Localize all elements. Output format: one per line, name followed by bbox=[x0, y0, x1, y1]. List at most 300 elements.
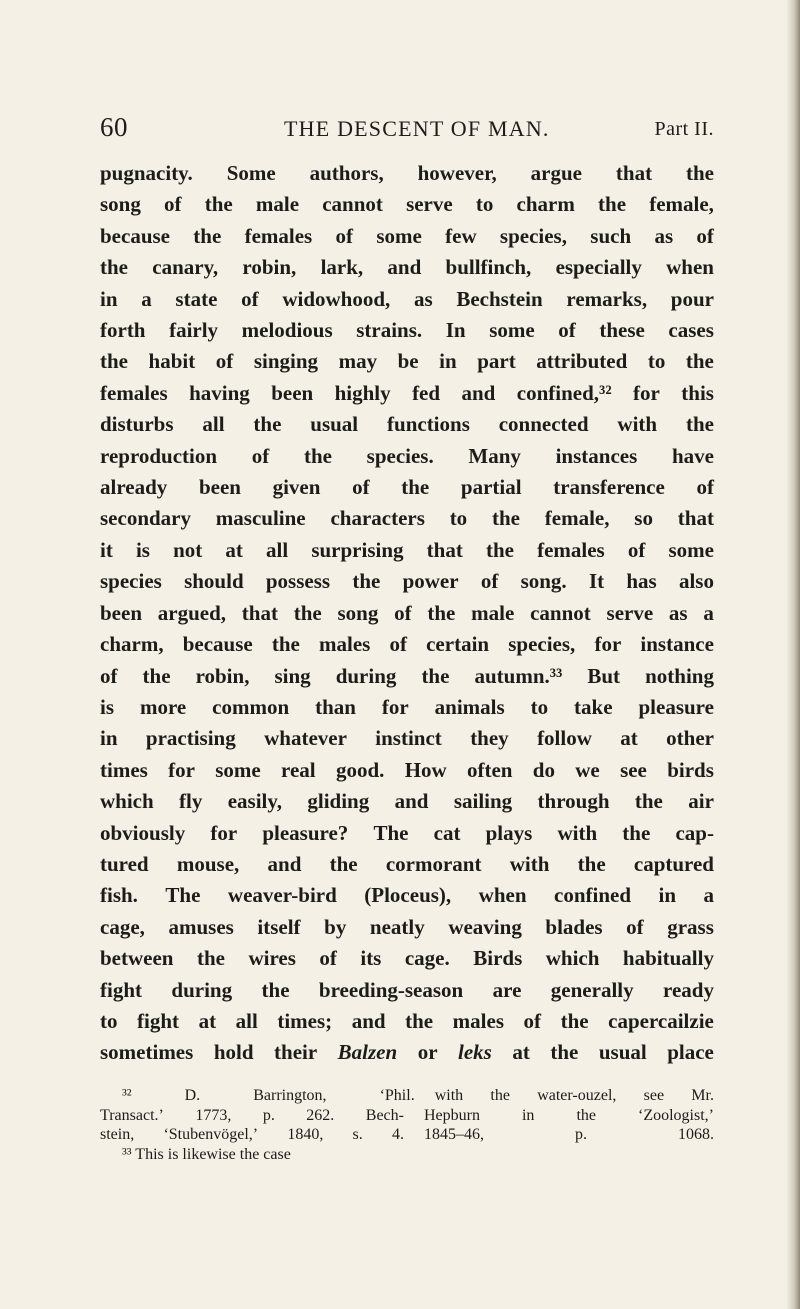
body-line bbox=[100, 378, 714, 409]
body-line bbox=[100, 535, 714, 566]
word: however, bbox=[417, 161, 497, 185]
body-line bbox=[100, 566, 714, 597]
word: s. bbox=[352, 1126, 363, 1143]
word: the bbox=[261, 977, 290, 1002]
word: so bbox=[634, 506, 653, 531]
word: is bbox=[100, 694, 115, 719]
word: authors, bbox=[309, 161, 384, 185]
word: ³² bbox=[122, 1087, 132, 1104]
word: to bbox=[530, 694, 549, 719]
word: Bechstein bbox=[456, 286, 543, 311]
word: connected bbox=[498, 412, 589, 437]
word: widowhood, bbox=[282, 286, 391, 311]
word: because bbox=[182, 632, 253, 657]
body-text bbox=[100, 158, 714, 1069]
word: fish. bbox=[100, 883, 138, 908]
footnote-32-row-2 bbox=[100, 1106, 714, 1126]
word: animals bbox=[434, 694, 505, 719]
word: in bbox=[658, 883, 677, 908]
word: melodious bbox=[241, 318, 333, 343]
word: in bbox=[439, 349, 457, 374]
word: practising bbox=[145, 726, 236, 751]
body-line bbox=[100, 158, 714, 189]
word: serve bbox=[606, 600, 654, 625]
word: plays bbox=[485, 820, 533, 845]
word: the bbox=[622, 820, 651, 845]
word: especially bbox=[555, 255, 642, 280]
word: weaver-bird bbox=[227, 883, 337, 908]
word: hold bbox=[213, 1040, 254, 1065]
word: all bbox=[266, 537, 289, 562]
word: singing bbox=[253, 349, 319, 374]
word: do bbox=[532, 757, 555, 782]
word: have bbox=[671, 443, 714, 468]
word: female, bbox=[649, 192, 714, 217]
word: 4. bbox=[391, 1126, 404, 1143]
word: Hepburn bbox=[424, 1106, 480, 1124]
word: the bbox=[303, 443, 332, 468]
word: in bbox=[100, 286, 118, 311]
word: than bbox=[315, 694, 356, 719]
word: fight bbox=[100, 977, 142, 1002]
word: ready bbox=[663, 977, 714, 1002]
word: species, bbox=[499, 223, 567, 248]
word: some bbox=[489, 318, 535, 343]
word: should bbox=[184, 569, 244, 594]
word: with bbox=[617, 412, 658, 437]
word: between bbox=[100, 946, 174, 971]
body-line bbox=[100, 503, 714, 534]
body-line bbox=[100, 912, 714, 943]
word: more bbox=[139, 694, 187, 719]
word: because bbox=[100, 223, 170, 248]
word: all bbox=[202, 412, 225, 437]
word: a bbox=[703, 883, 714, 908]
word: species. bbox=[366, 443, 434, 468]
body-line bbox=[100, 849, 714, 880]
word: the bbox=[685, 161, 714, 185]
word: masculine bbox=[215, 506, 306, 531]
word: sing bbox=[274, 663, 311, 688]
word: of bbox=[215, 349, 234, 374]
body-line bbox=[100, 943, 714, 974]
word: that bbox=[677, 506, 714, 531]
body-line bbox=[100, 409, 714, 440]
word: instances bbox=[555, 443, 638, 468]
word: of bbox=[251, 443, 270, 468]
word: song bbox=[100, 192, 141, 217]
word: of bbox=[335, 223, 354, 248]
word: the bbox=[196, 946, 225, 971]
word: pugnacity. bbox=[100, 161, 193, 185]
word: not bbox=[173, 537, 203, 562]
word: robin, bbox=[242, 255, 297, 280]
word: Balzen bbox=[337, 1040, 398, 1065]
word: of bbox=[480, 569, 499, 594]
word: cormorant bbox=[385, 851, 482, 876]
word: and bbox=[461, 380, 496, 405]
word: that bbox=[615, 161, 653, 185]
word: captured bbox=[633, 851, 714, 876]
word: or bbox=[417, 1040, 438, 1065]
word: given bbox=[272, 475, 321, 500]
word: the bbox=[329, 851, 358, 876]
running-title: THE DESCENT OF MAN. bbox=[284, 116, 550, 141]
body-line bbox=[100, 723, 714, 754]
word: of bbox=[558, 318, 576, 343]
word: habit bbox=[148, 349, 196, 374]
word: that bbox=[241, 600, 278, 625]
word: But bbox=[587, 663, 621, 688]
word: It bbox=[588, 569, 605, 594]
word: to bbox=[449, 506, 468, 531]
word: the bbox=[401, 475, 430, 500]
word: through bbox=[537, 789, 610, 814]
word: having bbox=[189, 380, 250, 405]
word: disturbs bbox=[100, 412, 174, 437]
word: male bbox=[255, 192, 300, 217]
word: species bbox=[100, 569, 162, 594]
word: of bbox=[394, 600, 412, 625]
word: 1840, bbox=[287, 1126, 324, 1143]
word: song bbox=[337, 600, 379, 625]
body-line bbox=[100, 692, 714, 723]
word: partial bbox=[460, 475, 522, 500]
word: p. bbox=[575, 1126, 587, 1143]
word: weaving bbox=[448, 914, 522, 939]
word: Bech- bbox=[365, 1106, 404, 1124]
word: neatly bbox=[369, 914, 425, 939]
word: cage, bbox=[100, 914, 145, 939]
word: fed bbox=[412, 380, 441, 405]
word: and bbox=[387, 255, 422, 280]
body-line bbox=[100, 441, 714, 472]
word: bullfinch, bbox=[445, 255, 532, 280]
word: good. bbox=[335, 757, 385, 782]
word: of bbox=[523, 1008, 542, 1033]
word: pleasure bbox=[638, 694, 714, 719]
word: take bbox=[574, 694, 613, 719]
word: the bbox=[271, 632, 300, 657]
word: female, bbox=[544, 506, 610, 531]
word: males bbox=[319, 632, 371, 657]
word: other bbox=[666, 726, 714, 751]
word: breeding-season bbox=[318, 977, 464, 1002]
word: the bbox=[685, 349, 714, 374]
word: we bbox=[575, 757, 600, 782]
word: some bbox=[215, 757, 261, 782]
word: functions bbox=[387, 412, 470, 437]
word: cap- bbox=[675, 820, 714, 845]
body-line bbox=[100, 252, 714, 283]
body-line bbox=[100, 1006, 714, 1037]
word: already bbox=[100, 475, 168, 500]
word: argued, bbox=[157, 600, 227, 625]
word: during bbox=[335, 663, 397, 688]
word: the bbox=[598, 192, 627, 217]
word: females bbox=[244, 223, 313, 248]
word: of bbox=[696, 475, 714, 500]
word: the bbox=[634, 789, 663, 814]
running-header bbox=[100, 112, 714, 152]
word: the bbox=[405, 1008, 434, 1033]
word: cat bbox=[433, 820, 461, 845]
word: ‘Zoologist,’ bbox=[637, 1106, 714, 1124]
word: the bbox=[685, 412, 714, 437]
word: confined,³² bbox=[516, 380, 612, 405]
word: species, bbox=[508, 632, 576, 657]
word: fairly bbox=[169, 318, 219, 343]
word: autumn.³³ bbox=[474, 663, 563, 688]
word: the bbox=[560, 1008, 589, 1033]
word: to bbox=[100, 1008, 118, 1033]
body-line bbox=[100, 975, 714, 1006]
word: females bbox=[100, 380, 168, 405]
word: by bbox=[324, 914, 347, 939]
word: confined bbox=[554, 883, 632, 908]
word: whatever bbox=[264, 726, 347, 751]
word: state bbox=[175, 286, 218, 311]
footnote-32-left-line bbox=[100, 1125, 404, 1145]
word: In bbox=[445, 318, 466, 343]
word: these bbox=[599, 318, 645, 343]
word: Transact.’ bbox=[100, 1106, 164, 1124]
word: characters bbox=[330, 506, 425, 531]
footnote-32-left-line bbox=[100, 1106, 404, 1126]
word: in bbox=[100, 726, 118, 751]
word: some bbox=[668, 537, 714, 562]
word: it bbox=[100, 537, 113, 562]
word: grass bbox=[667, 914, 714, 939]
word: canary, bbox=[152, 255, 219, 280]
word: at bbox=[198, 1008, 217, 1033]
word: serve bbox=[406, 192, 453, 217]
word: of bbox=[164, 192, 182, 217]
word: instance bbox=[640, 632, 714, 657]
word: the bbox=[576, 1106, 596, 1124]
word: p. bbox=[262, 1106, 275, 1124]
word: times; bbox=[277, 1008, 333, 1033]
word: a bbox=[703, 600, 714, 625]
word: females bbox=[537, 537, 605, 562]
footnote-32-right-line bbox=[424, 1106, 714, 1126]
footnotes bbox=[100, 1086, 714, 1164]
word: such bbox=[590, 223, 632, 248]
word: usual bbox=[310, 412, 359, 437]
word: wires bbox=[248, 946, 296, 971]
word: its bbox=[360, 946, 382, 971]
word: Mr. bbox=[691, 1087, 714, 1104]
body-line bbox=[100, 472, 714, 503]
word: the bbox=[490, 1087, 510, 1104]
word: when bbox=[666, 255, 714, 280]
body-line bbox=[100, 1037, 714, 1068]
word: been bbox=[271, 380, 314, 405]
word: the bbox=[352, 569, 381, 594]
word: charm, bbox=[100, 632, 164, 657]
word: secondary bbox=[100, 506, 191, 531]
word: this bbox=[681, 380, 714, 405]
word: blades bbox=[545, 914, 603, 939]
word: the bbox=[293, 600, 322, 625]
word: see bbox=[620, 757, 647, 782]
word: of bbox=[241, 286, 259, 311]
word: instinct bbox=[375, 726, 442, 751]
word: in bbox=[521, 1106, 535, 1124]
word: real bbox=[281, 757, 316, 782]
footnote-32-left-line bbox=[100, 1086, 415, 1106]
word: at bbox=[620, 726, 638, 751]
word: of bbox=[352, 475, 370, 500]
word: to bbox=[647, 349, 666, 374]
word: Birds bbox=[473, 946, 523, 971]
body-line bbox=[100, 818, 714, 849]
word: the bbox=[142, 663, 171, 688]
word: The bbox=[165, 883, 201, 908]
word: fly bbox=[179, 789, 203, 814]
word: argue bbox=[530, 161, 582, 185]
word: sometimes bbox=[100, 1040, 194, 1065]
word: 262. bbox=[306, 1106, 335, 1124]
word: part bbox=[477, 349, 516, 374]
word: the bbox=[485, 537, 514, 562]
word: has bbox=[626, 569, 657, 594]
word: which bbox=[100, 789, 154, 814]
body-line bbox=[100, 221, 714, 252]
word: of bbox=[626, 914, 644, 939]
word: the bbox=[577, 851, 606, 876]
word: also bbox=[678, 569, 714, 594]
word: reproduction bbox=[100, 443, 218, 468]
word: when bbox=[478, 883, 527, 908]
word: and bbox=[351, 1008, 386, 1033]
word: the bbox=[550, 1040, 579, 1065]
word: their bbox=[274, 1040, 318, 1065]
word: possess bbox=[265, 569, 331, 594]
word: few bbox=[445, 223, 477, 248]
word: air bbox=[688, 789, 714, 814]
word: attributed bbox=[536, 349, 628, 374]
word: the bbox=[193, 223, 222, 248]
word: all bbox=[235, 1008, 258, 1033]
word: amuses bbox=[168, 914, 234, 939]
word: with bbox=[434, 1087, 464, 1104]
word: for bbox=[381, 694, 409, 719]
word: as bbox=[413, 286, 433, 311]
word: times bbox=[100, 757, 148, 782]
word: leks bbox=[458, 1040, 492, 1065]
word: (Ploceus), bbox=[364, 883, 452, 908]
footnote-32-right-line bbox=[435, 1086, 714, 1106]
body-line bbox=[100, 284, 714, 315]
word: sailing bbox=[453, 789, 513, 814]
word: for bbox=[594, 632, 622, 657]
word: generally bbox=[550, 977, 634, 1002]
body-line bbox=[100, 629, 714, 660]
part-label: Part II. bbox=[654, 118, 714, 140]
footnote-33: ³³ This is likewise the case bbox=[122, 1145, 291, 1163]
word: male bbox=[471, 600, 515, 625]
body-line bbox=[100, 598, 714, 629]
word: 1773, bbox=[195, 1106, 232, 1124]
word: for bbox=[168, 757, 195, 782]
footnote-32-right-line bbox=[424, 1125, 714, 1145]
word: fight bbox=[137, 1008, 180, 1033]
word: may bbox=[338, 349, 378, 374]
word: stein, bbox=[100, 1126, 135, 1143]
word: at bbox=[512, 1040, 530, 1065]
word: surprising bbox=[311, 537, 404, 562]
word: and bbox=[394, 789, 429, 814]
word: been bbox=[100, 600, 142, 625]
word: certain bbox=[426, 632, 490, 657]
word: capercailzie bbox=[608, 1008, 714, 1033]
word: Many bbox=[468, 443, 521, 468]
word: power bbox=[402, 569, 459, 594]
word: are bbox=[492, 977, 522, 1002]
word: during bbox=[171, 977, 233, 1002]
page-edge-shadow bbox=[786, 0, 800, 1309]
word: pour bbox=[670, 286, 714, 311]
body-line bbox=[100, 661, 714, 692]
body-line bbox=[100, 880, 714, 911]
word: nothing bbox=[645, 663, 714, 688]
word: common bbox=[212, 694, 290, 719]
word: be bbox=[397, 349, 419, 374]
body-line bbox=[100, 786, 714, 817]
word: of bbox=[389, 632, 407, 657]
word: forth bbox=[100, 318, 146, 343]
word: at bbox=[225, 537, 243, 562]
word: How bbox=[404, 757, 447, 782]
footnote-32-row-3 bbox=[100, 1125, 714, 1145]
word: mouse, bbox=[176, 851, 240, 876]
word: of bbox=[319, 946, 337, 971]
word: Some bbox=[226, 161, 276, 185]
word: usual bbox=[598, 1040, 647, 1065]
body-line bbox=[100, 755, 714, 786]
word: often bbox=[466, 757, 513, 782]
word: birds bbox=[667, 757, 714, 782]
word: for bbox=[633, 380, 660, 405]
word: which bbox=[545, 946, 600, 971]
word: the bbox=[100, 349, 128, 374]
word: ‘Stubenvögel,’ bbox=[163, 1126, 259, 1143]
word: the bbox=[421, 663, 450, 688]
word: remarks, bbox=[566, 286, 648, 311]
word: the bbox=[427, 600, 456, 625]
word: ‘Phil. bbox=[379, 1087, 415, 1104]
word: easily, bbox=[227, 789, 282, 814]
word: some bbox=[376, 223, 422, 248]
word: cases bbox=[668, 318, 714, 343]
word: a bbox=[141, 286, 152, 311]
word: with bbox=[509, 851, 550, 876]
word: been bbox=[198, 475, 241, 500]
word: pleasure? bbox=[262, 820, 349, 845]
body-line bbox=[100, 189, 714, 220]
word: as bbox=[654, 223, 674, 248]
word: the bbox=[100, 255, 128, 280]
word: is bbox=[135, 537, 150, 562]
word: song. bbox=[520, 569, 567, 594]
word: and bbox=[267, 851, 302, 876]
word: 1068. bbox=[678, 1126, 714, 1143]
word: transference bbox=[553, 475, 665, 500]
word: itself bbox=[257, 914, 301, 939]
word: cannot bbox=[530, 600, 591, 625]
word: highly bbox=[334, 380, 391, 405]
